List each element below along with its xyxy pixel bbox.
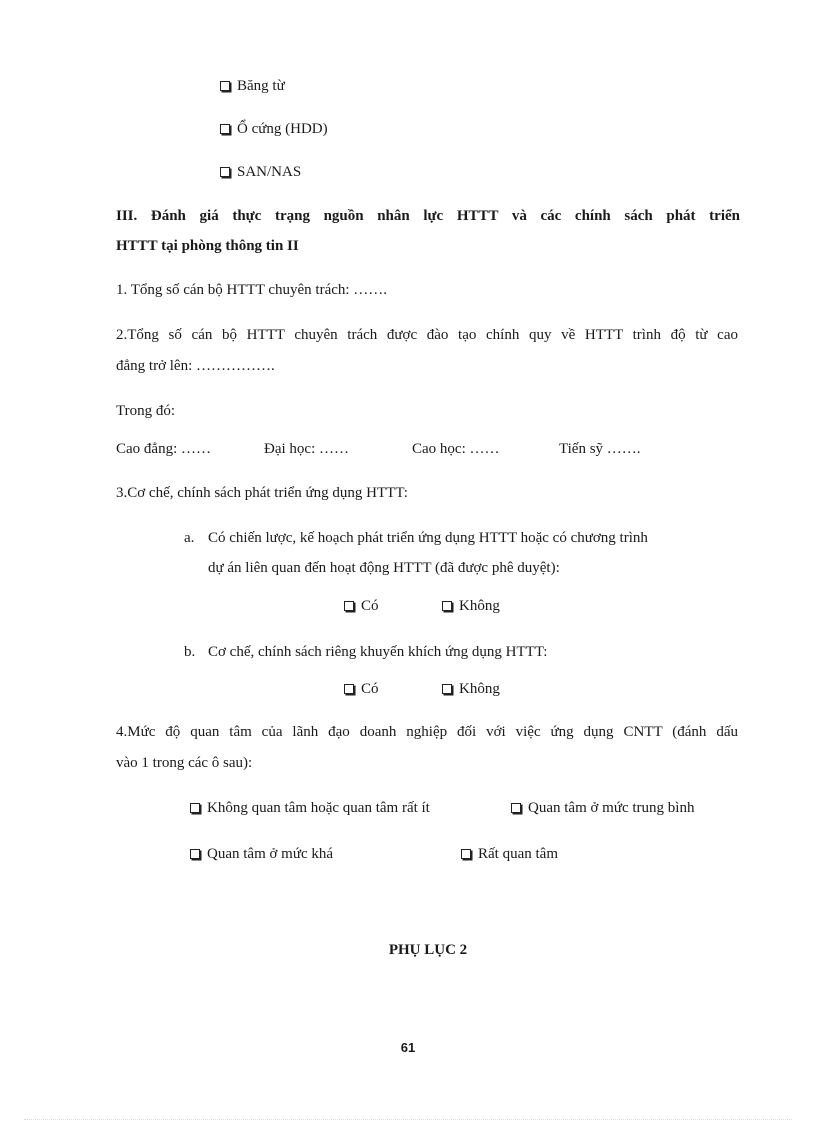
checkbox-icon[interactable] — [344, 601, 354, 611]
question-3: 3.Cơ chế, chính sách phát triển ứng dụng HTTT: — [116, 485, 408, 501]
checkbox-b-no[interactable] — [442, 679, 500, 699]
checkbox-icon[interactable] — [190, 803, 200, 813]
checkbox-not-interested[interactable] — [190, 798, 430, 818]
level-phd: Tiến sỹ ……. — [559, 441, 641, 457]
level-college: Cao đẳng: …… — [116, 441, 211, 457]
checkbox-fair-interest[interactable] — [190, 844, 333, 864]
option-label: Có — [361, 598, 379, 614]
among-label: Trong đó: — [116, 403, 176, 419]
question-2-cont: đẳng trở lên: ……………. — [116, 358, 275, 374]
question-4-cont: vào 1 trong các ô sau): — [116, 755, 253, 771]
checkbox-option-hdd[interactable] — [220, 119, 328, 139]
checkbox-a-no[interactable] — [442, 596, 500, 616]
item-a-text-cont: dự án liên quan đến hoạt động HTTT (đã được phê duyệt): — [208, 560, 560, 576]
option-label: Rất quan tâm — [478, 846, 558, 862]
question-1: 1. Tổng số cán bộ HTTT chuyên trách: ……. — [116, 282, 388, 298]
option-label: Ổ cứng (HDD) — [237, 121, 328, 137]
option-label: Băng từ — [237, 78, 285, 94]
appendix-title: PHỤ LỤC 2 — [388, 942, 468, 958]
checkbox-average-interest[interactable] — [511, 798, 694, 818]
checkbox-very-interested[interactable] — [461, 844, 558, 864]
option-label: Không — [459, 681, 500, 697]
checkbox-a-yes[interactable] — [344, 596, 379, 616]
level-university: Đại học: …… — [264, 441, 349, 457]
checkbox-icon[interactable] — [511, 803, 521, 813]
section-heading: III. Đánh giá thực trạng nguồn nhân lực HTTT và các chính sách phát triển — [116, 208, 740, 224]
checkbox-icon[interactable] — [344, 684, 354, 694]
checkbox-icon[interactable] — [442, 684, 452, 694]
checkbox-icon[interactable] — [220, 124, 230, 134]
option-label: Không — [459, 598, 500, 614]
question-4: 4.Mức độ quan tâm của lãnh đạo doanh nghiệp đối với việc ứng dụng CNTT (đánh dấu — [116, 724, 738, 740]
checkbox-option-san-nas[interactable] — [220, 162, 301, 182]
item-b-marker: b. — [184, 644, 196, 660]
page-number: 61 — [400, 1040, 416, 1055]
item-b-text: Cơ chế, chính sách riêng khuyến khích ứng dụng HTTT: — [208, 644, 548, 660]
checkbox-option-tape[interactable] — [220, 76, 285, 96]
option-label: SAN/NAS — [237, 164, 302, 180]
checkbox-icon[interactable] — [442, 601, 452, 611]
item-a-marker: a. — [184, 530, 195, 546]
checkbox-b-yes[interactable] — [344, 679, 379, 699]
section-heading-cont: HTTT tại phòng thông tin II — [116, 238, 299, 254]
checkbox-icon[interactable] — [220, 167, 230, 177]
option-label: Có — [361, 681, 379, 697]
level-master: Cao học: …… — [412, 441, 500, 457]
question-2: 2.Tổng số cán bộ HTTT chuyên trách được đào tạo chính quy về HTTT trình độ từ cao — [116, 327, 738, 343]
option-label: Quan tâm ở mức trung bình — [528, 800, 695, 816]
checkbox-icon[interactable] — [190, 849, 200, 859]
checkbox-icon[interactable] — [461, 849, 471, 859]
option-label: Không quan tâm hoặc quan tâm rất ít — [207, 800, 430, 816]
page-bottom-divider — [24, 1119, 792, 1120]
item-a-text: Có chiến lược, kế hoạch phát triển ứng dụng HTTT hoặc có chương trình — [208, 530, 648, 546]
option-label: Quan tâm ở mức khá — [207, 846, 334, 862]
checkbox-icon[interactable] — [220, 81, 230, 91]
